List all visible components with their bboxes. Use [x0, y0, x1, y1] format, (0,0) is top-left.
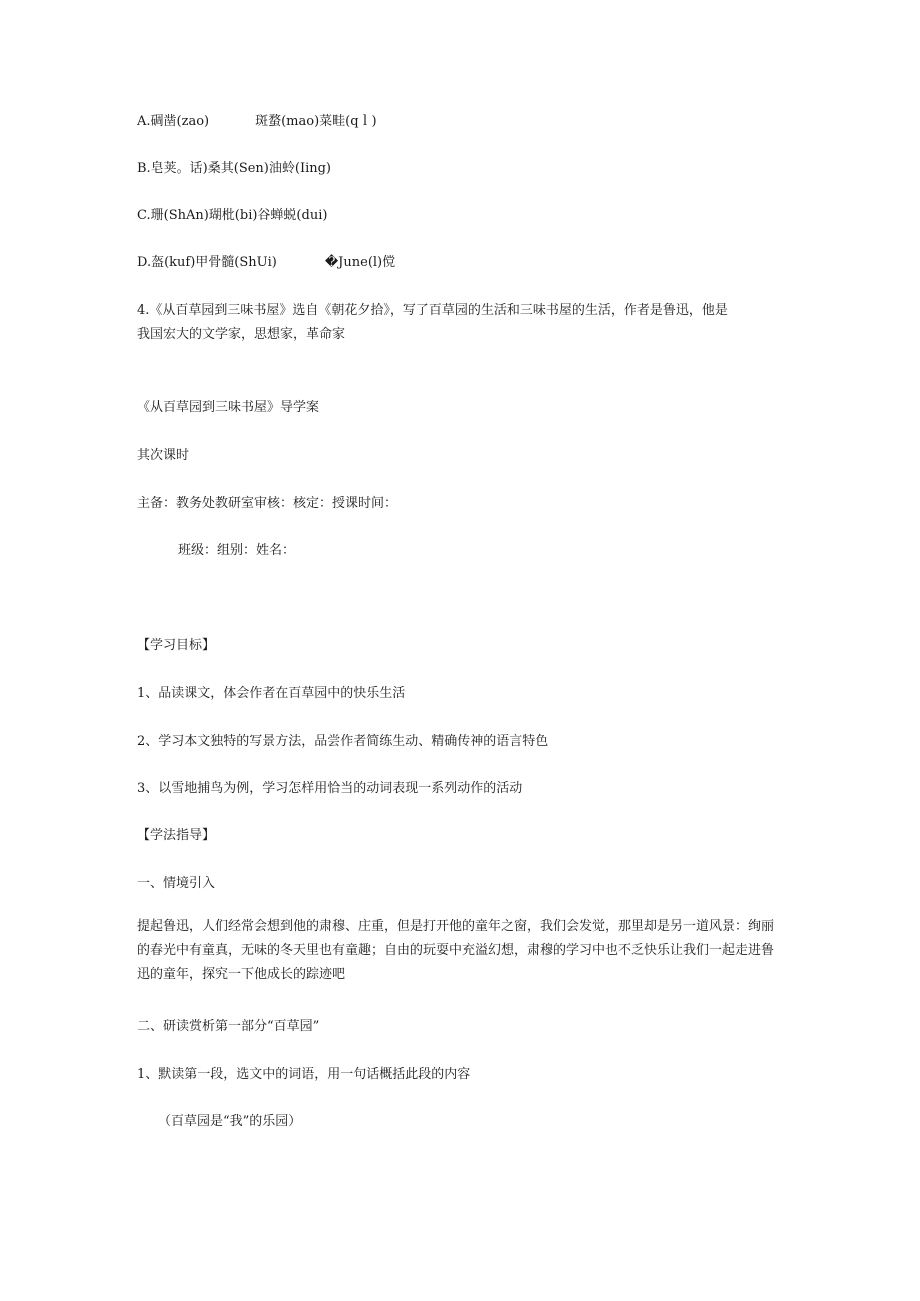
option-d [137, 255, 395, 271]
question-4-line1: 4.《从百草园到三味书屋》选自《朝花夕拾》，写了百草园的生活和三味书屋的生活，作者是鲁迅，他是 [137, 303, 728, 318]
intro-paragraph: 提起鲁迅，人们经常会想到他的肃穆、庄重，但是打开他的童年之窗，我们会发觉，那里却是另一道风景：绚丽的春光中有童真，无味的冬天里也有童趣；自由的玩耍中充溢幻想，肃穆的学习中也不乏快乐让我们一起走进鲁迅的童年，探究一下他成长的踪迹吧 [137, 919, 775, 982]
objectives-heading: 【学习目标】 [137, 638, 216, 653]
objective-item-3: 3、以雪地捕鸟为例，学习怎样用恰当的动词表现一系列动作的活动 [137, 781, 523, 796]
section-2-heading: 二、研读赏析第一部分“百草园” [137, 1019, 320, 1034]
option-b: B.皂荚。话)桑其(Sen)油蛉(Iing) [137, 161, 332, 176]
document-title: 《从百草园到三味书屋》导学案 [137, 400, 320, 415]
option-a [137, 114, 377, 130]
option-d-part2: �June(l)傥 [324, 255, 396, 270]
option-a-part1: A.碉凿(zao) [137, 114, 210, 129]
objective-item-1: 1、品读课文，体会作者在百草园中的快乐生活 [137, 686, 406, 701]
option-a-part2: 斑蝥(mao)菜畦(qｌ) [255, 114, 377, 129]
student-info: 班级：组别：姓名： [178, 543, 296, 558]
session-label: 其次课时 [137, 448, 190, 463]
task-1-answer: （百草园是“我”的乐园） [158, 1114, 302, 1129]
question-4-line2: 我国宏大的文学家，思想家，革命家 [137, 327, 346, 342]
staff-info: 主备：教务处教研室审核：核定：授课时间： [137, 496, 398, 511]
option-d-part1: D.盔(kuf)甲骨髓(ShUi) [137, 255, 277, 270]
task-1: 1、默读第一段，选文中的词语，用一句话概括此段的内容 [137, 1067, 471, 1082]
guidance-heading: 【学法指导】 [137, 828, 216, 843]
objective-item-2: 2、学习本文独特的写景方法，品尝作者简练生动、精确传神的语言特色 [137, 734, 549, 749]
option-c: C.珊(ShAn)瑚枇(bi)谷蝉蜕(dui) [137, 208, 328, 223]
section-1-heading: 一、情境引入 [137, 876, 216, 891]
